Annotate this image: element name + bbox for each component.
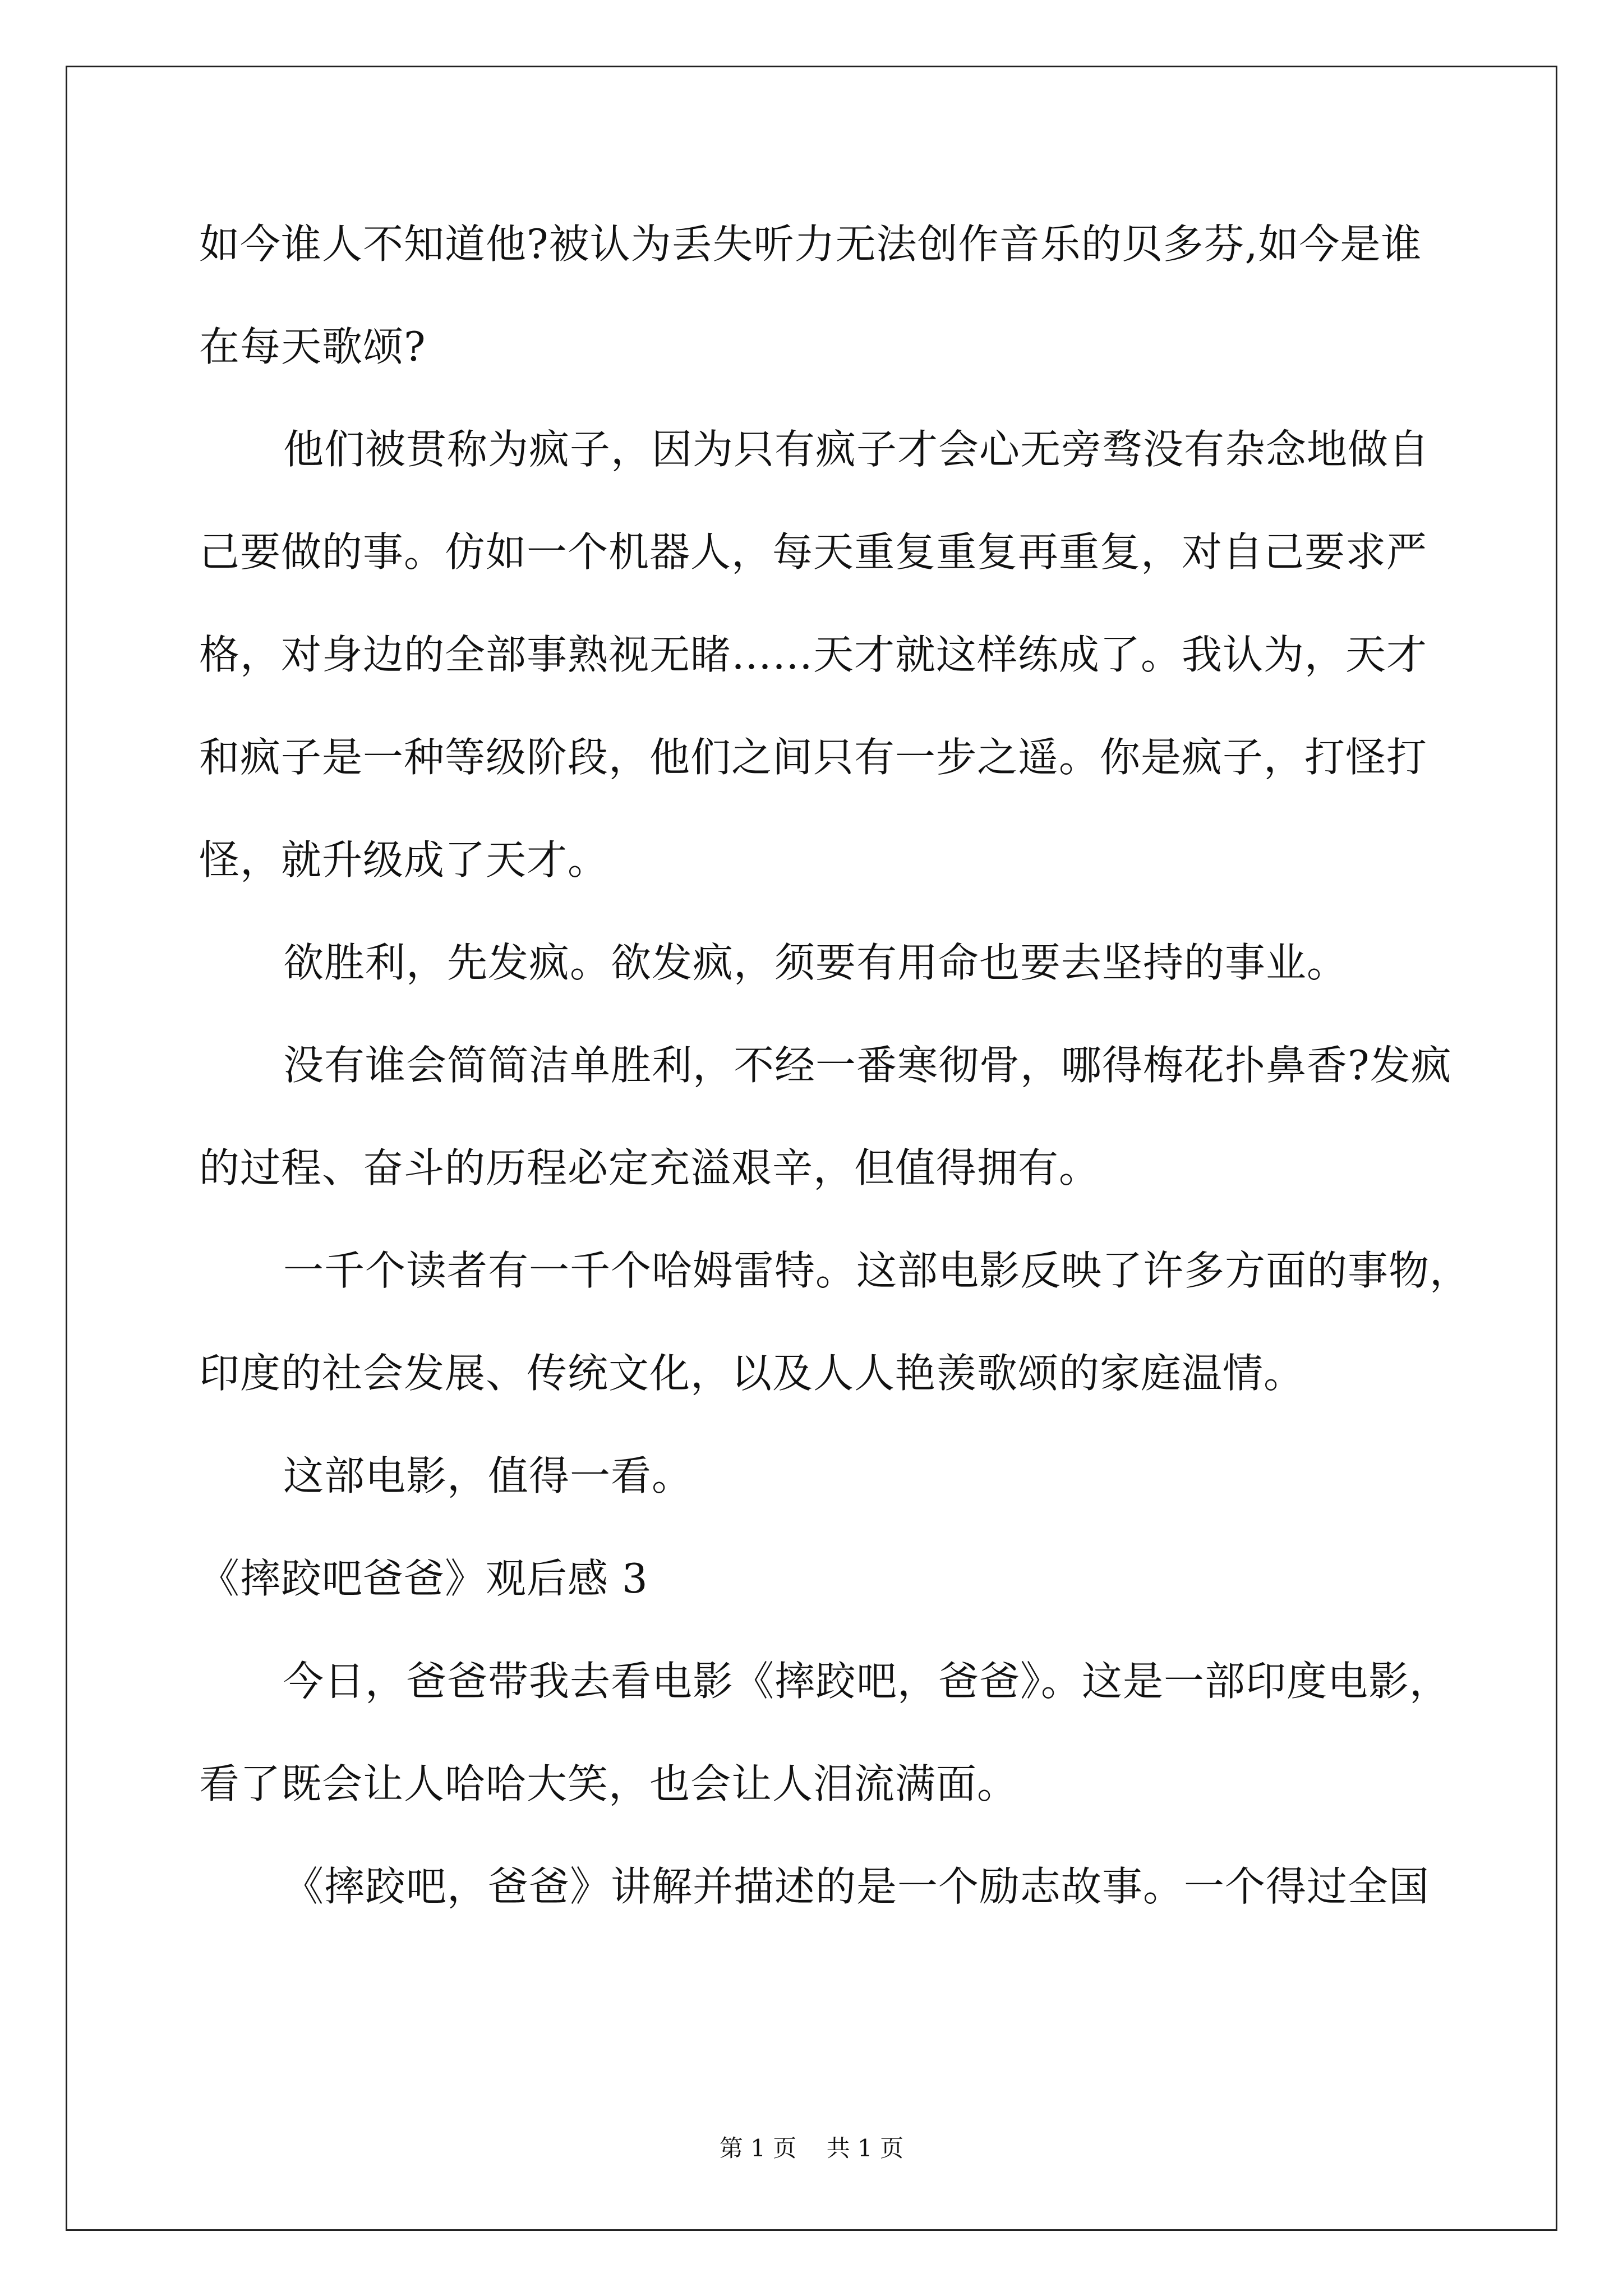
- text-line: 看了既会让人哈哈大笑，也会让人泪流满面。: [199, 1760, 1018, 1807]
- text-line: 怪，就升级成了天才。: [199, 836, 609, 884]
- text-line: 己要做的事。仿如一个机器人，每天重复重复再重复，对自己要求严: [199, 528, 1428, 576]
- text-line: 他们被贯称为疯子，因为只有疯子才会心无旁骛没有杂念地做自: [283, 426, 1430, 473]
- text-line: 欲胜利，先发疯。欲发疯，须要有用命也要去坚持的事业。: [283, 939, 1348, 986]
- text-line: 在每天歌颂?: [199, 323, 426, 370]
- text-line: 今日，爸爸带我去看电影《摔跤吧，爸爸》。这是一部印度电影，: [283, 1658, 1451, 1705]
- text-line: 如今谁人不知道他?被认为丢失听力无法创作音乐的贝多芬,如今是谁: [199, 220, 1422, 268]
- text-line: 一千个读者有一千个哈姆雷特。这部电影反映了许多方面的事物，: [283, 1247, 1471, 1294]
- section-heading: 《摔跤吧爸爸》观后感 3: [199, 1555, 648, 1602]
- text-line: 的过程、奋斗的历程必定充溢艰辛，但值得拥有。: [199, 1144, 1100, 1191]
- text-line: 和疯子是一种等级阶段，他们之间只有一步之遥。你是疯子，打怪打: [199, 734, 1428, 781]
- text-line: 印度的社会发展、传统文化，以及人人艳羡歌颂的家庭温情。: [199, 1350, 1305, 1397]
- text-line: 这部电影，值得一看。: [283, 1452, 693, 1499]
- text-line: 格，对身边的全部事熟视无睹……天才就这样练成了。我认为，天才: [199, 631, 1428, 678]
- page-footer: 第 1 页 共 1 页: [719, 2134, 904, 2162]
- text-line: 没有谁会简简洁单胜利，不经一番寒彻骨，哪得梅花扑鼻香?发疯: [283, 1042, 1452, 1089]
- text-line: 《摔跤吧，爸爸》讲解并描述的是一个励志故事。一个得过全国: [283, 1863, 1430, 1910]
